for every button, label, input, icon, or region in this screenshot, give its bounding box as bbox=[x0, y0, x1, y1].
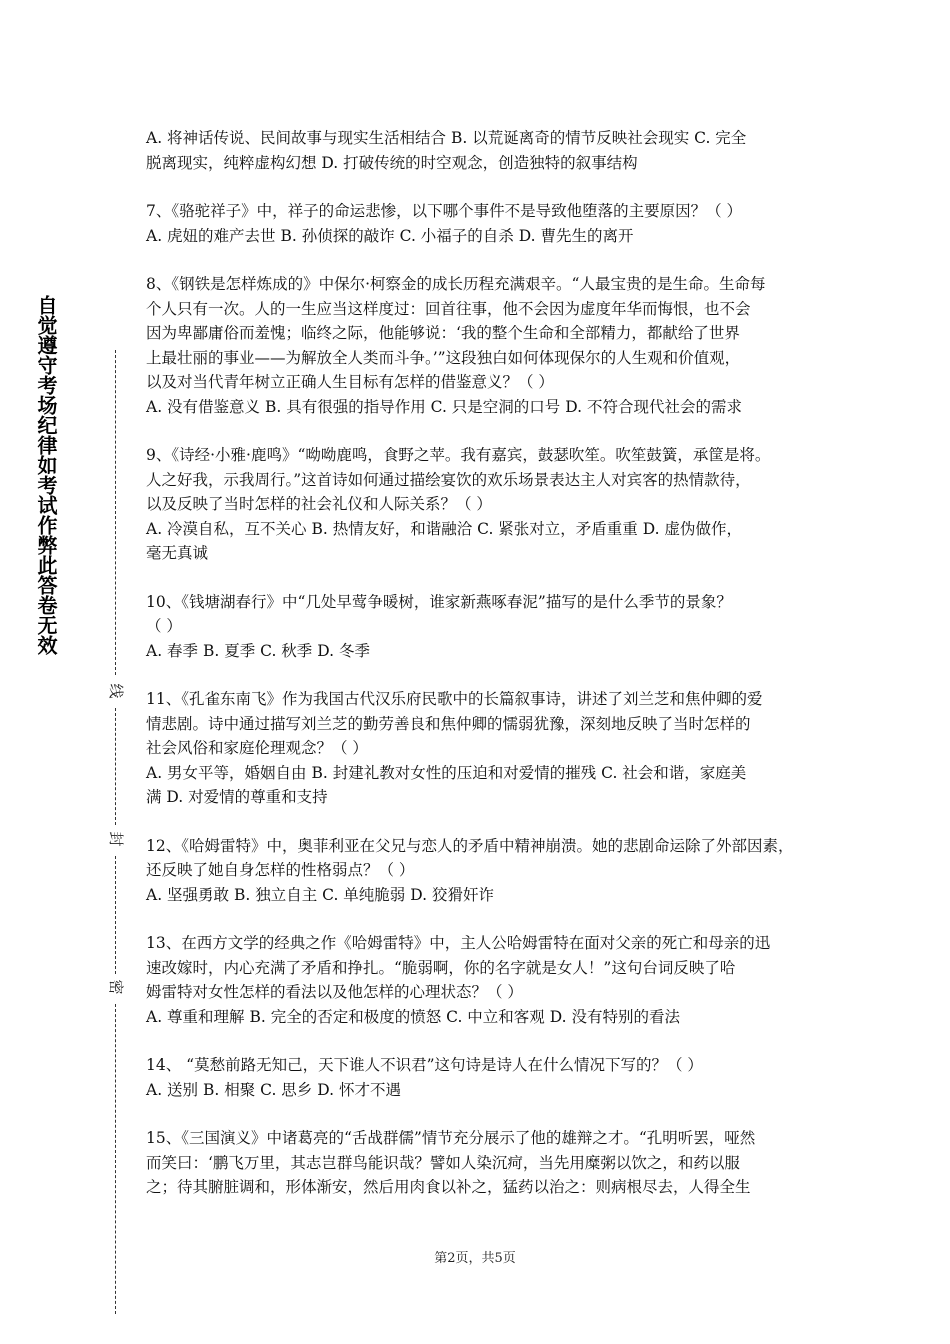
text-line: 满 D. 对爱情的尊重和支持 bbox=[146, 788, 328, 806]
text-line: 个人只有一次。人的一生应当这样度过：回首往事，他不会因为虚度年华而悔恨，也不会 bbox=[146, 299, 751, 318]
text-line: 而笑曰：‘鹏飞万里，其志岂群鸟能识哉？譬如人染沉疴，当先用糜粥以饮之，和药以服 bbox=[146, 1153, 740, 1172]
text-line: A. 送别 B. 相聚 C. 思乡 D. 怀才不遇 bbox=[146, 1080, 401, 1099]
text-line: 12、《哈姆雷特》中，奥菲利亚在父兄与恋人的矛盾中精神崩溃。她的悲剧命运除了外部因素， bbox=[146, 836, 794, 855]
text-line: 上最壮丽的事业——为解放全人类而斗争。’”这段独白如何体现保尔的人生观和价值观， bbox=[146, 348, 741, 367]
text-line: A. 冷漠自私，互不关心 B. 热情友好，和谐融洽 C. 紧张对立，矛盾重重 D. 虚伪做作， bbox=[146, 519, 742, 538]
page-number: 第2页，共5页 bbox=[434, 1251, 516, 1266]
binding-dashed-line bbox=[115, 856, 116, 974]
binding-label-mi: 密 bbox=[107, 979, 125, 995]
question-block bbox=[146, 272, 822, 419]
text-line: 脱离现实，纯粹虚构幻想 D. 打破传统的时空观念，创造独特的叙事结构 bbox=[146, 153, 638, 172]
question-block bbox=[146, 931, 822, 1029]
text-line: 7、《骆驼祥子》中，祥子的命运悲惨，以下哪个事件不是导致他堕落的主要原因？（ ） bbox=[146, 202, 743, 220]
exam-rule-notice: 自觉遵守考场纪律如考试作弊此答卷无效 bbox=[34, 295, 58, 655]
text-line: 以及对当代青年树立正确人生目标有怎样的借鉴意义？（ ） bbox=[146, 373, 554, 391]
text-line: 情悲剧。诗中通过描写刘兰芝的勤劳善良和焦仲卿的懦弱犹豫，深刻地反映了当时怎样的 bbox=[146, 714, 751, 733]
binding-label-feng: 封 bbox=[107, 831, 125, 847]
text-line: 姆雷特对女性怎样的看法以及他怎样的心理状态？（ ） bbox=[146, 983, 523, 1001]
text-line: 人之好我，示我周行。”这首诗如何通过描绘宴饮的欢乐场景表达主人对宾客的热情款待， bbox=[146, 470, 751, 489]
text-line: A. 虎妞的难产去世 B. 孙侦探的敲诈 C. 小福子的自杀 D. 曹先生的离开 bbox=[146, 226, 634, 245]
text-line: 因为卑鄙庸俗而羞愧；临终之际，他能够说：‘我的整个生命和全部精力，都献给了世界 bbox=[146, 324, 740, 342]
text-line: A. 坚强勇敢 B. 独立自主 C. 单纯脆弱 D. 狡猾奸诈 bbox=[146, 885, 494, 904]
text-line: 8、《钢铁是怎样炼成的》中保尔·柯察金的成长历程充满艰辛。“人最宝贵的是生命。生命每 bbox=[146, 275, 766, 293]
text-line: A. 尊重和理解 B. 完全的否定和极度的愤怒 C. 中立和客观 D. 没有特别的看法 bbox=[146, 1007, 680, 1026]
text-line: 速改嫁时，内心充满了矛盾和挣扎。“脆弱啊，你的名字就是女人！”这句台词反映了哈 bbox=[146, 958, 736, 977]
text-line: 11、《孔雀东南飞》作为我国古代汉乐府民歌中的长篇叙事诗，讲述了刘兰芝和焦仲卿的爱 bbox=[146, 690, 763, 708]
text-line: 还反映了她自身怎样的性格弱点？（ ） bbox=[146, 861, 415, 879]
question-block bbox=[146, 1053, 822, 1102]
text-line: 9、《诗经·小雅·鹿鸣》“呦呦鹿鸣，食野之苹。我有嘉宾，鼓瑟吹笙。吹笙鼓簧，承筐是将。 bbox=[146, 446, 771, 464]
question-block bbox=[146, 834, 822, 908]
question-block bbox=[146, 126, 822, 175]
text-line: 14、 “莫愁前路无知己，天下谁人不识君”这句诗是诗人在什么情况下写的？（ ） bbox=[146, 1056, 703, 1074]
text-line: 13、在西方文学的经典之作《哈姆雷特》中，主人公哈姆雷特在面对父亲的死亡和母亲的迅 bbox=[146, 934, 771, 952]
text-line: （ ） bbox=[146, 617, 182, 635]
binding-dashed-line bbox=[115, 350, 116, 675]
question-content bbox=[146, 126, 822, 1200]
text-line: 以及反映了当时怎样的社会礼仪和人际关系？（ ） bbox=[146, 495, 492, 513]
question-block bbox=[146, 1126, 822, 1200]
binding-label-xian: 线 bbox=[107, 683, 125, 699]
text-line: 15、《三国演义》中诸葛亮的“舌战群儒”情节充分展示了他的雄辩之才。“孔明听罢，哑然 bbox=[146, 1129, 756, 1147]
binding-dashed-line bbox=[115, 1004, 116, 1314]
text-line: A. 男女平等，婚姻自由 B. 封建礼教对女性的压迫和对爱情的摧残 C. 社会和谐，家庭美 bbox=[146, 763, 747, 782]
binding-dashed-line bbox=[115, 708, 116, 825]
text-line: A. 将神话传说、民间故事与现实生活相结合 B. 以荒诞离奇的情节反映社会现实 C. 完全 bbox=[146, 129, 747, 147]
text-line: A. 春季 B. 夏季 C. 秋季 D. 冬季 bbox=[146, 641, 370, 660]
text-line: 社会风俗和家庭伦理观念？（ ） bbox=[146, 739, 368, 757]
question-block bbox=[146, 590, 822, 664]
question-block bbox=[146, 199, 822, 248]
text-line: 之；待其腑脏调和，形体渐安，然后用肉食以补之，猛药以治之：则病根尽去，人得全生 bbox=[146, 1178, 751, 1196]
text-line: 毫无真诚 bbox=[146, 544, 209, 562]
question-block bbox=[146, 687, 822, 810]
text-line: A. 没有借鉴意义 B. 具有很强的指导作用 C. 只是空洞的口号 D. 不符合现代社会的需求 bbox=[146, 397, 742, 416]
text-line: 10、《钱塘湖春行》中“几处早莺争暖树，谁家新燕啄春泥”描写的是什么季节的景象？ bbox=[146, 592, 732, 611]
question-block bbox=[146, 443, 822, 566]
